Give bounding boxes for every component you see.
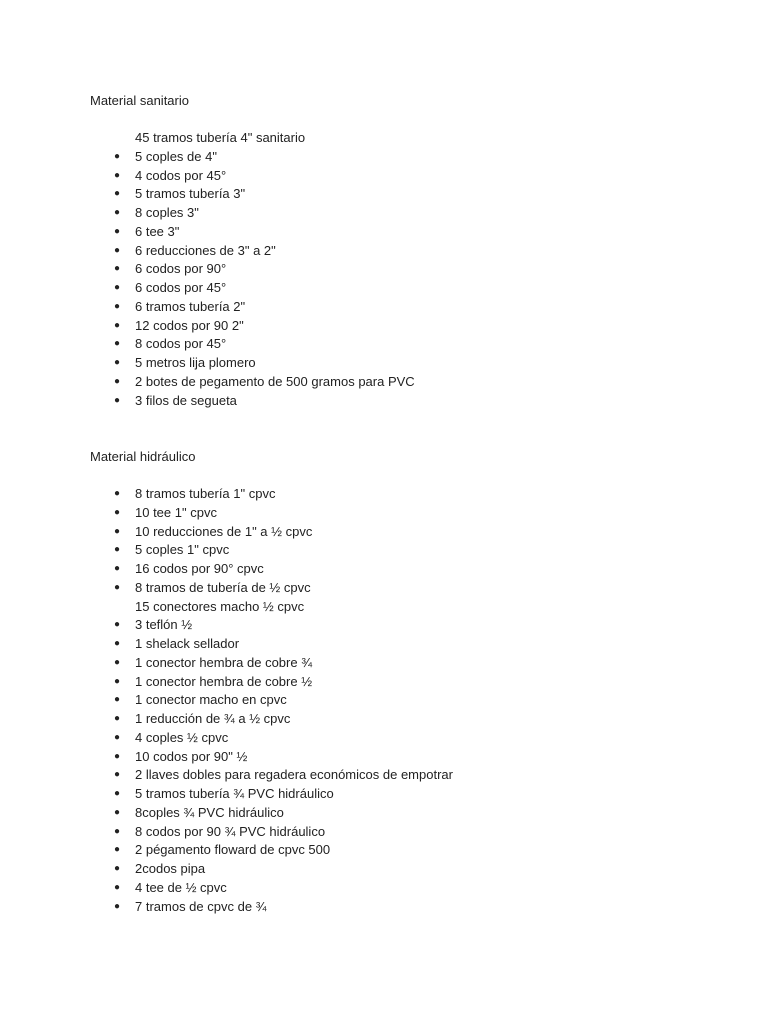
bullet-icon: ●	[114, 394, 121, 406]
list-sanitario	[0, 129, 768, 410]
list-item	[0, 823, 768, 842]
bullet-icon: ●	[114, 207, 121, 218]
bullet-icon: ●	[114, 656, 121, 668]
list-item-text: 10 tee 1" cpvc	[135, 504, 217, 520]
bullet-icon: ●	[114, 488, 121, 499]
list-item-text: 2 pégamento floward de cpvc 500	[135, 842, 331, 858]
list-item-text: 5 tramos tubería 3"	[135, 186, 246, 202]
list-item-text: 4 coples ½ cpvc	[135, 729, 229, 745]
list-item	[0, 485, 768, 504]
list-item-text: 7 tramos de cpvc de ¾	[135, 898, 267, 914]
list-item	[0, 691, 768, 710]
list-item	[0, 167, 768, 186]
list-item	[0, 148, 768, 167]
bullet-icon: ●	[114, 506, 121, 518]
list-item	[0, 785, 768, 804]
list-hidraulico	[0, 485, 768, 916]
bullet-icon: ●	[114, 863, 121, 874]
list-item-text: 8 tramos de tubería de ½ cpvc	[135, 579, 311, 595]
bullet-icon: ●	[114, 713, 121, 724]
list-item	[0, 729, 768, 748]
list-item-text: 8 codos por 45°	[135, 336, 227, 352]
list-item-text: 6 tee 3"	[135, 223, 180, 239]
list-item-text: 5 coples de 4"	[135, 148, 217, 164]
list-item	[0, 635, 768, 654]
bullet-icon: ●	[114, 544, 121, 556]
list-item-text: 5 metros lija plomero	[135, 355, 256, 370]
list-item	[0, 673, 768, 692]
list-item-text: 10 codos por 90" ½	[135, 748, 248, 764]
list-item-text: 1 conector macho en cpvc	[135, 692, 287, 708]
bullet-icon: ●	[114, 282, 121, 293]
list-item-text: 3 filos de segueta	[135, 392, 237, 408]
bullet-icon: ●	[114, 750, 121, 762]
bullet-icon: ●	[114, 769, 121, 781]
bullet-icon: ●	[114, 581, 121, 593]
list-item	[0, 204, 768, 223]
list-item	[0, 298, 768, 317]
list-item	[0, 354, 768, 373]
bullet-icon: ●	[114, 375, 121, 387]
bullet-icon: ●	[114, 244, 121, 256]
list-item-text: 4 codos por 45°	[135, 167, 227, 183]
bullet-icon: ●	[114, 525, 121, 537]
list-item-text: 2 llaves dobles para regadera económicos de empotrar	[135, 767, 453, 783]
bullet-icon: ●	[114, 694, 121, 706]
bullet-icon: ●	[114, 806, 121, 818]
list-item	[0, 560, 768, 579]
bullet-icon: ●	[114, 188, 121, 200]
list-item-text: 1 conector hembra de cobre ½	[135, 673, 313, 689]
bullet-icon: ●	[114, 675, 121, 687]
list-item	[0, 392, 768, 411]
list-item	[0, 317, 768, 336]
bullet-icon: ●	[114, 619, 121, 631]
bullet-icon: ●	[114, 300, 121, 312]
list-item-text: 6 codos por 45°	[135, 280, 227, 295]
list-item	[0, 841, 768, 860]
bullet-icon: ●	[114, 731, 121, 743]
bullet-icon: ●	[114, 338, 121, 350]
list-item-text: 8coples ¾ PVC hidráulico	[135, 804, 284, 820]
bullet-icon: ●	[114, 825, 121, 837]
bullet-icon: ●	[114, 150, 121, 162]
list-item	[0, 879, 768, 898]
list-item	[0, 279, 768, 298]
list-item-text: 10 reducciones de 1" a ½ cpvc	[135, 523, 313, 539]
bullet-icon: ●	[114, 563, 121, 574]
list-item-text: 5 coples 1" cpvc	[135, 542, 230, 558]
list-item	[0, 223, 768, 242]
list-item-text: 8 tramos tubería 1" cpvc	[135, 486, 276, 501]
list-item-text: 3 teflón ½	[135, 617, 193, 633]
section-title-sanitario: Material sanitario	[90, 93, 189, 108]
list-item-text: 6 tramos tubería 2"	[135, 298, 246, 314]
bullet-icon: ●	[114, 225, 121, 237]
list-item-text: 8 coples 3"	[135, 205, 199, 220]
bullet-icon: ●	[114, 881, 121, 893]
list-item	[0, 804, 768, 823]
list-item	[0, 242, 768, 261]
list-item	[0, 260, 768, 279]
list-item-text: 5 tramos tubería ¾ PVC hidráulico	[135, 786, 334, 801]
bullet-icon: ●	[114, 900, 121, 912]
list-item-text: 2codos pipa	[135, 861, 206, 876]
section-title-hidraulico: Material hidráulico	[90, 449, 196, 464]
list-item-text: 1 reducción de ¾ a ½ cpvc	[135, 711, 291, 726]
bullet-icon: ●	[114, 357, 121, 368]
list-item	[0, 541, 768, 560]
bullet-icon: ●	[114, 319, 121, 331]
list-item	[0, 579, 768, 598]
list-item	[0, 766, 768, 785]
list-item	[0, 616, 768, 635]
list-item	[0, 710, 768, 729]
list-item	[0, 504, 768, 523]
list-item-text: 1 conector hembra de cobre ¾	[135, 654, 313, 670]
list-item-text: 8 codos por 90 ¾ PVC hidráulico	[135, 823, 326, 839]
list-item	[0, 654, 768, 673]
list-item	[0, 335, 768, 354]
list-item	[0, 860, 768, 879]
list-item	[0, 185, 768, 204]
list-item-text: 45 tramos tubería 4" sanitario	[135, 130, 306, 145]
bullet-icon: ●	[114, 638, 121, 649]
list-item-text: 12 codos por 90 2"	[135, 317, 244, 333]
list-item	[0, 898, 768, 917]
list-item-text: 6 reducciones de 3" a 2"	[135, 242, 276, 258]
list-item	[0, 373, 768, 392]
list-item-text: 4 tee de ½ cpvc	[135, 879, 227, 895]
list-item-text: 1 shelack sellador	[135, 636, 240, 651]
list-item-text: 15 conectores macho ½ cpvc	[135, 598, 305, 614]
list-item	[0, 129, 768, 148]
bullet-icon: ●	[114, 169, 121, 181]
list-item	[0, 748, 768, 767]
list-item-text: 6 codos por 90°	[135, 261, 227, 277]
list-item-text: 2 botes de pegamento de 500 gramos para PVC	[135, 373, 415, 389]
bullet-icon: ●	[114, 788, 121, 799]
bullet-icon: ●	[114, 263, 121, 275]
list-item-text: 16 codos por 90° cpvc	[135, 561, 264, 576]
list-item	[0, 598, 768, 617]
bullet-icon: ●	[114, 844, 121, 856]
list-item	[0, 523, 768, 542]
